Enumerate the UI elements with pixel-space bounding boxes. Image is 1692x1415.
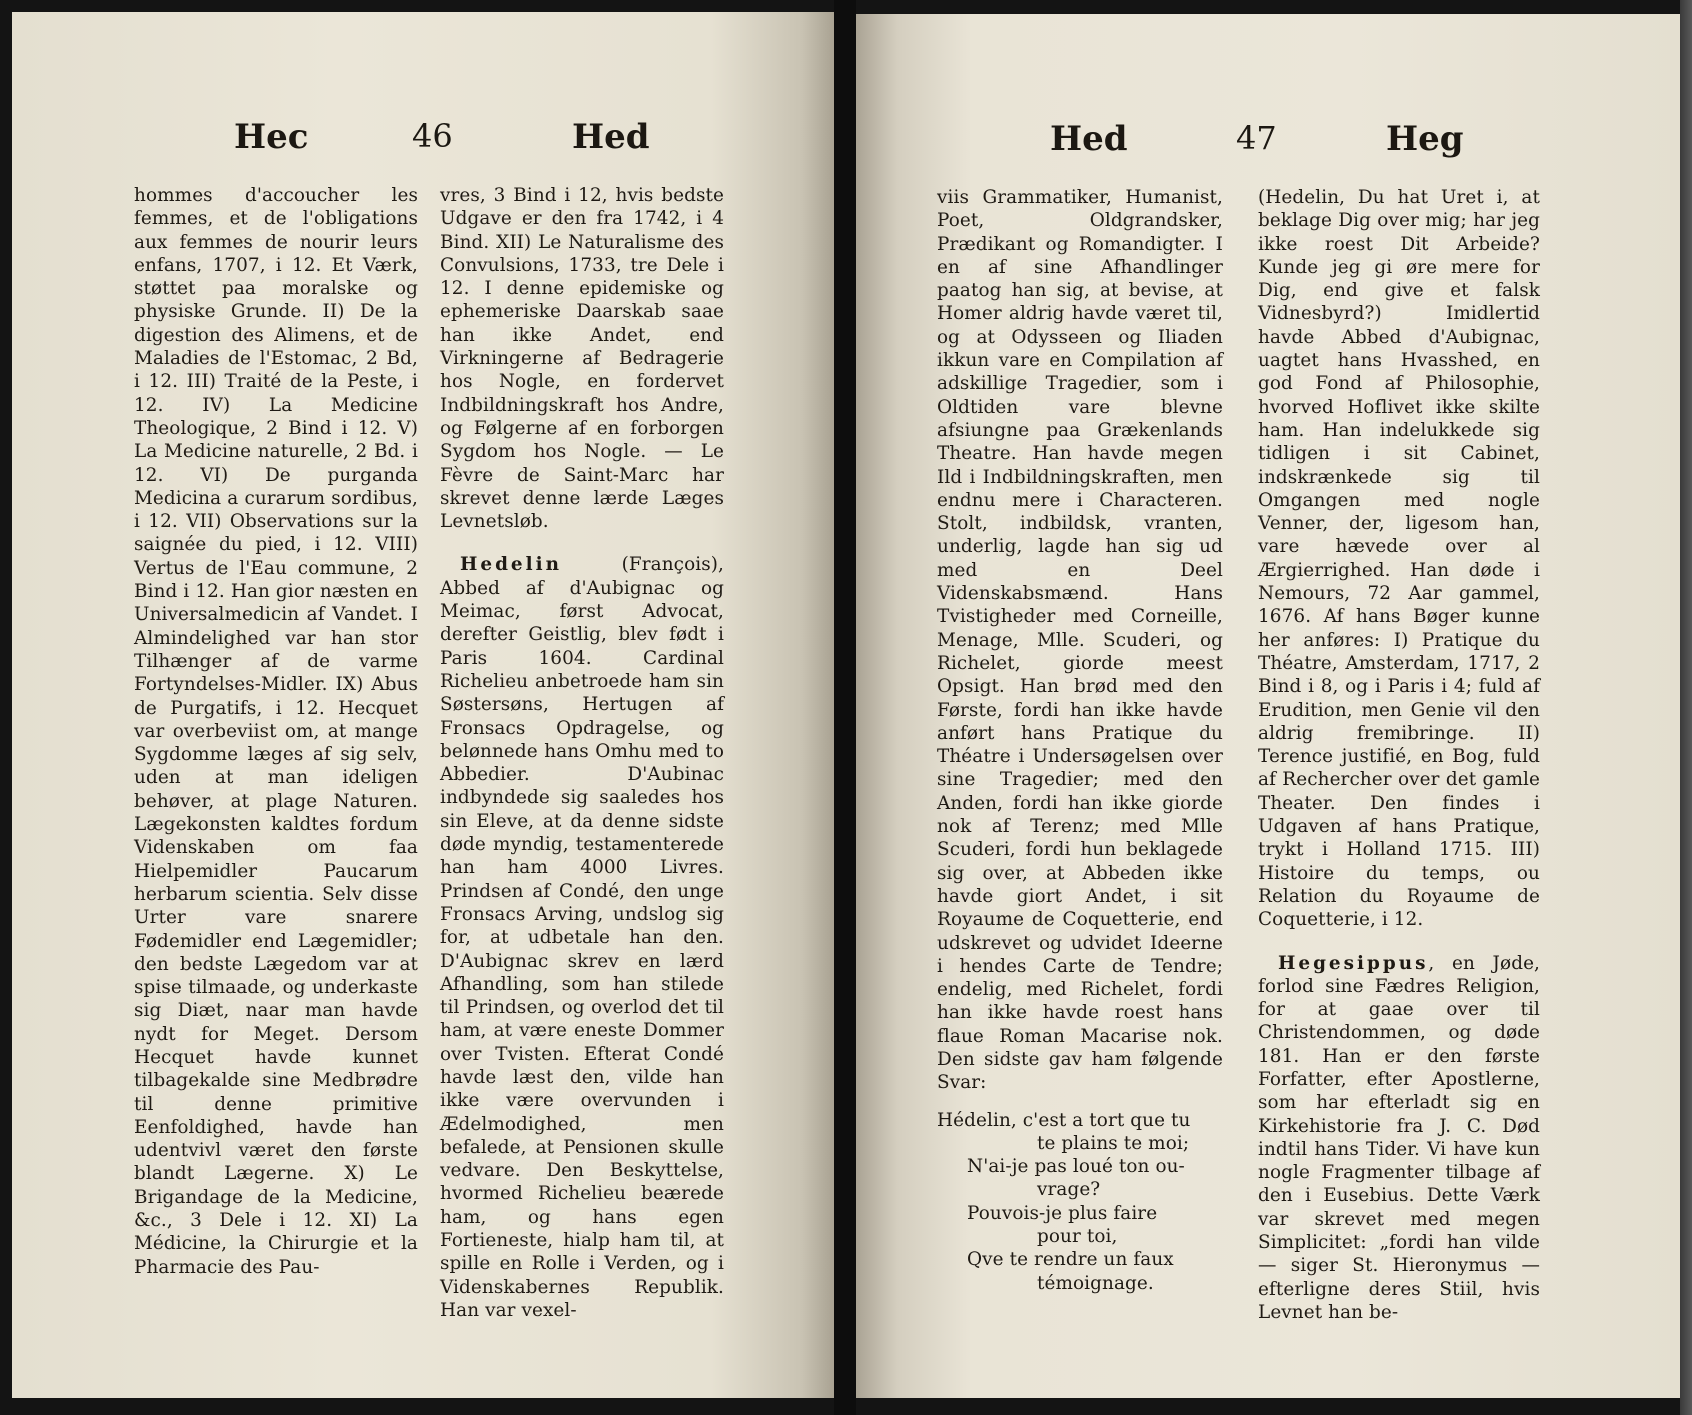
page-edge bbox=[1680, 0, 1692, 1415]
verse-line: N'ai-je pas loué ton ou- bbox=[967, 1156, 1185, 1178]
verse-line: pour toi, bbox=[1037, 1226, 1118, 1248]
left-page-column-2 bbox=[440, 184, 724, 1322]
verse-line: Pouvois-je plus faire bbox=[967, 1202, 1158, 1224]
left-header-right-word: Hed bbox=[572, 117, 650, 157]
verse-line: Hédelin, c'est a tort que tu bbox=[937, 1109, 1191, 1131]
hecquet-works-continued: vres, 3 Bind i 12, hvis bedste Udgave er den fra 1742, i 4 Bind. XII) Le Naturalisme des Convulsions, 1733, tre Dele i 12. I denne epidemiske og ephemeriske Daarskab saae han ikke Andet, end Virkningerne af Bedragerie hos Nogle, en fordervet Indbildningskraft hos Andre, og Følgerne af en forborgen Sygdom hos Nogle. — Le Fèvre de Saint-Marc har skrevet denne lærde Læges Levnetsløb. bbox=[440, 185, 724, 533]
book-gutter bbox=[834, 0, 856, 1415]
left-page-column-1 bbox=[134, 184, 418, 1279]
hedelin-entry-end: (Hedelin, Du hat Uret i, at beklage Dig over mig; har jeg ikke roest Dit Arbeide? Kunde jeg gi øre mere for Dig, end give et falsk Vidnesbyrd?) Imidlertid havde Abbed d'Aubignac, uagtet hans Hvasshed, en god Fond af Philosophie, hvorved Hoflivet ikke skilte ham. Han indelukkede sig tidligen i sit Cabinet, indskrænkede sig til Omgangen med nogle Venner, der, ligesom han, vare hævede over al Ærgierrighed. Han døde i Nemours, 72 Aar gammel, 1676. Af hans Bøger kunne her anføres: I) Pratique du Théatre, Amsterdam, 1717, 2 Bind i 8, og i Paris i 4; fuld af Erudition, men Genie vil den aldrig fremibringe. II) Terence justifié, en Bog, fuld af Rechercher over det gamle Theater. Den findes i Udgaven af hans Pratique, trykt i Holland 1715. III) Histoire du temps, ou Relation du Royaume de Coquetterie, i 12. bbox=[1258, 187, 1540, 931]
right-header-right-word: Heg bbox=[1386, 119, 1464, 159]
hedelin-entry-text: (François), Abbed af d'Aubignac og Meimac, først Advocat, derefter Geistlig, blev født i Paris 1604. Cardinal Richelieu anbetroede ham sin Søstersøns, Hertugen af Fronsacs Opdragelse, og belønnede hans Omhu med to Abbedier. D'Aubinac indbyndede sig saaledes hos sin Eleve, at da denne sidste døde myndig, testamenterede han ham 4000 Livres. Prindsen af Condé, den unge Fronsacs Arving, undslog sig for, at udbetale han den. D'Aubignac skrev en lærd Afhandling, som han stilede til Prindsen, og overlod det til ham, at være eneste Dommer over Tvisten. Efterat Condé havde læst den, vilde han ikke være overvunden i Ædelmodighed, men befalede, at Pensionen skulle vedvare. Den Beskyttelse, hvormed Richelieu beærede ham, og hans egen Fortieneste, hialp ham til, at spille en Rolle i Verden, og i Videnskabernes Republik. Han var vexel- bbox=[440, 554, 724, 1321]
hedelin-entry bbox=[440, 553, 724, 1322]
left-page bbox=[12, 12, 834, 1398]
right-page-number: 47 bbox=[1236, 119, 1277, 157]
hedelin-entry-continued: viis Grammatiker, Humanist, Poet, Oldgrandsker, Prædikant og Romandigter. I en af sine Afhandlinger paatog han sig, at bevise, at Homer aldrig havde været til, og at Odysseen og Iliaden ikkun vare en Compilation af adskillige Tragedier, som i Oldtiden vare blevne afsiungne paa Grækenlands Theatre. Han havde megen Ild i Indbildningskraften, men endnu mere i Characteren. Stolt, indbildsk, vranten, underlig, lagde han sig ud med en Deel Videnskabsmænd. Hans Tvistigheder med Corneille, Menage, Mlle. Scuderi, og Richelet, giorde meest Opsigt. Han brød med den Første, fordi han ikke havde anført hans Pratique du Théatre i Undersøgelsen over sine Tragedier; med den Anden, fordi han ikke giorde nok af Terenz; med Mlle Scuderi, fordi hun beklagede sig over, at Abbeden ikke havde giort Andet, i sit Royaume de Coquetterie, end udskrevet og udvidet Ideerne i hendes Carte de Tendre; endelig, med Richelet, fordi han ikke havde roest hans flaue Roman Macarise nok. Den sidste gav ham følgende Svar: bbox=[937, 187, 1223, 1094]
right-page-column-2 bbox=[1258, 186, 1540, 1324]
hegesippus-heading: Hegesippus bbox=[1278, 952, 1429, 974]
left-header-word: Hec bbox=[234, 117, 309, 157]
verse-line: témoignage. bbox=[1037, 1272, 1154, 1294]
hegesippus-entry bbox=[1258, 952, 1540, 1325]
richelet-verse bbox=[937, 1109, 1223, 1295]
left-page-header bbox=[12, 117, 834, 167]
hedelin-heading: Hedelin bbox=[460, 554, 562, 576]
right-page bbox=[856, 14, 1680, 1398]
right-page-header bbox=[856, 119, 1680, 169]
right-page-column-1 bbox=[937, 186, 1223, 1295]
verse-line: vrage? bbox=[1037, 1179, 1101, 1201]
verse-line: te plains te moi; bbox=[1037, 1132, 1190, 1154]
verse-line: Qve te rendre un faux bbox=[967, 1249, 1174, 1271]
left-page-number: 46 bbox=[412, 117, 453, 155]
hecquet-works-text: hommes d'accoucher les femmes, et de l'obligations aux femmes de nourir leurs enfans, 1707, i 12. Et Værk, støttet paa moralske og physiske Grunde. II) De la digestion des Alimens, et de Maladies de l'Estomac, 2 Bd, i 12. III) Traité de la Peste, i 12. IV) La Medicine Theologique, 2 Bind i 12. V) La Medicine naturelle, 2 Bd. i 12. VI) De purganda Medicina a curarum sordibus, i 12. VII) Observations sur la saignée du pied, i 12. VIII) Vertus de l'Eau commune, 2 Bind i 12. Han gior næsten en Universalmedicin af Vandet. I Almindelighed var han stor Tilhænger af de varme Fortyndelses-Midler. IX) Abus de Purgatifs, i 12. Hecquet var overbeviist om, at mange Sygdomme læges af sig selv, uden at man ideligen behøver, at plage Naturen. Lægekonsten kaldtes fordum Videnskaben om faa Hielpemidler Paucarum herbarum scientia. Selv disse Urter vare snarere Fødemidler end Lægemidler; den bedste Lægedom var at spise tilmaade, og underkaste sig Diæt, naar man havde nydt for Meget. Dersom Hecquet havde kunnet tilbagekalde sine Medbrødre til denne primitive Eenfoldighed, havde han udentvivl været den første blandt Lægerne. X) Le Brigandage de la Medicine, &c., 3 Dele i 12. XI) La Médicine, la Chirurgie et la Pharmacie des Pau- bbox=[134, 185, 418, 1278]
right-header-word: Hed bbox=[1050, 119, 1128, 159]
hegesippus-entry-text: , en Jøde, forlod sine Fædres Religion, for at gaae over til Christendommen, og døde 181. Han er den første Forfatter, efter Apostlerne, som har efterladt sig en Kirkehistorie fra J. C. Død indtil hans Tider. Vi have kun nogle Fragmenter tilbage af den i Eusebius. Dette Værk var skrevet med megen Simplicitet: „fordi han vilde — siger St. Hieronymus — efterligne deres Stiil, hvis Levnet han be- bbox=[1258, 952, 1540, 1323]
